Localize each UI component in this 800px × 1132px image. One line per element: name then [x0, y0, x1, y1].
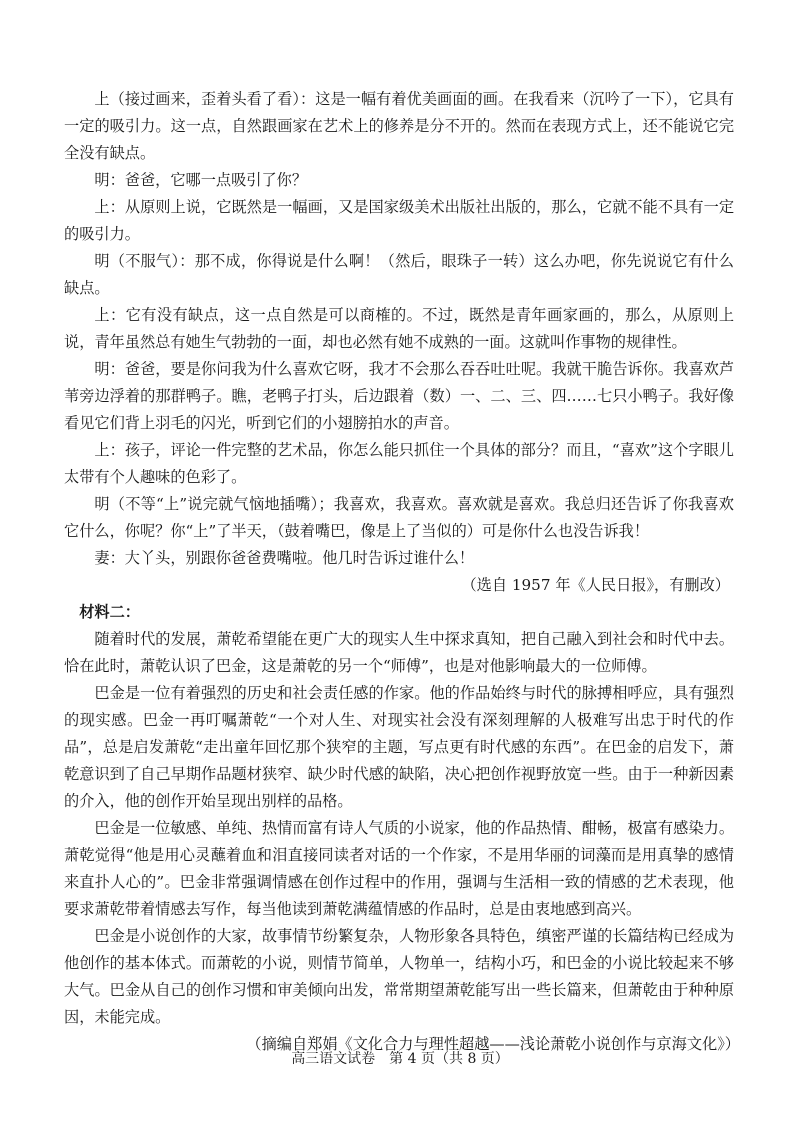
material-two	[64, 599, 740, 1058]
dialogue-paragraph: 妻：大丫头，别跟你爸爸费嘴啦。他几时告诉过谁什么！	[94, 549, 475, 567]
essay-paragraph: 巴金是一位有着强烈的历史和社会责任感的作家。他的作品始终与时代的脉搏相呼应，具有强烈的现实感。巴金一再叮嘱萧乾“一个对人生、对现实社会没有深刻理解的人极难写出忠于时代的作品”，总是启发萧乾“走出童年回忆那个狭窄的主题，写点更有时代感的东西”。在巴金的启发下，萧乾意识到了自己早期作品题材狭窄、缺少时代感的缺陷，决心把创作视野放宽一些。由于一种新因素的介入，他的创作开始呈现出别样的品格。	[64, 684, 734, 810]
dialogue-paragraph: 上：孩子，评论一件完整的艺术品，你怎么能只抓住一个具体的部分？而且，“喜欢”这个字眼儿太带有个人趣味的色彩了。	[64, 441, 734, 486]
material-two-source: （摘编自郑娟《文化合力与理性超越——浅论萧乾小说创作与京海文化》）	[246, 1035, 740, 1053]
material-one	[64, 86, 734, 599]
essay-paragraph: 巴金是小说创作的大家，故事情节纷繁复杂，人物形象各具特色，缜密严谨的长篇结构已经成为他创作的基本体式。而萧乾的小说，则情节简单，人物单一，结构小巧，和巴金的小说比较起来不够大气。巴金从自己的创作习惯和审美倾向出发，常常期望萧乾能写出一些长篇来，但萧乾由于种种原因，未能完成。	[64, 927, 734, 1026]
material-two-heading: 材料二：	[79, 603, 140, 621]
essay-paragraph: 随着时代的发展，萧乾希望能在更广大的现实人生中探求真知，把自己融入到社会和时代中去。恰在此时，萧乾认识了巴金，这是萧乾的另一个“师傅”，也是对他影响最大的一位师傅。	[64, 630, 734, 675]
dialogue-paragraph: 明：爸爸，它哪一点吸引了你？	[94, 171, 308, 189]
dialogue-paragraph: 上（接过画来，歪着头看了看）：这是一幅有着优美画面的画。在我看来（沉吟了一下），它具有一定的吸引力。这一点，自然跟画家在艺术上的修养是分不开的。然而在表现方式上，还不能说它完全没有缺点。	[64, 90, 734, 162]
dialogue-paragraph: 上：它有没有缺点，这一点自然是可以商榷的。不过，既然是青年画家画的，那么，从原则上说，青年虽然总有她生气勃勃的一面，却也必然有她不成熟的一面。这就叫作事物的规律性。	[64, 306, 734, 351]
dialogue-paragraph: 明（不等“上”说完就气恼地插嘴）；我喜欢，我喜欢。喜欢就是喜欢。我总归还告诉了你我喜欢它什么，你呢？你“上”了半天，（鼓着嘴巴，像是上了当似的）可是你什么也没告诉我！	[64, 495, 734, 540]
dialogue-paragraph: 上：从原则上说，它既然是一幅画，又是国家级美术出版社出版的，那么，它就不能不具有一定的吸引力。	[64, 198, 734, 243]
page-footer: 高三语文试卷 第 4 页（共 8 页）	[291, 1051, 509, 1067]
dialogue-paragraph: 明：爸爸，要是你问我为什么喜欢它呀，我才不会那么吞吞吐吐呢。我就干脆告诉你。我喜欢芦苇旁边浮着的那群鸭子。瞧，老鸭子打头，后边跟着（数）一、二、三、四……七只小鸭子。我好像看见它们背上羽毛的闪光，听到它们的小翅膀拍水的声音。	[64, 360, 734, 432]
material-one-source: （选自 1957 年《人民日报》，有删改）	[461, 576, 730, 594]
essay-paragraph: 巴金是一位敏感、单纯、热情而富有诗人气质的小说家，他的作品热情、酣畅，极富有感染力。萧乾觉得“他是用心灵蘸着血和泪直接同读者对话的一个作家，不是用华丽的词藻而是用真挚的感情来直扑人心的”。巴金非常强调情感在创作过程中的作用，强调与生活相一致的情感的艺术表现，他要求萧乾带着情感去写作，每当他读到萧乾满蕴情感的作品时，总是由衷地感到高兴。	[64, 819, 734, 918]
dialogue-paragraph: 明（不服气）：那不成，你得说是什么啊！（然后，眼珠子一转）这么办吧，你先说说它有什么缺点。	[64, 252, 734, 297]
page-content	[64, 86, 740, 1058]
